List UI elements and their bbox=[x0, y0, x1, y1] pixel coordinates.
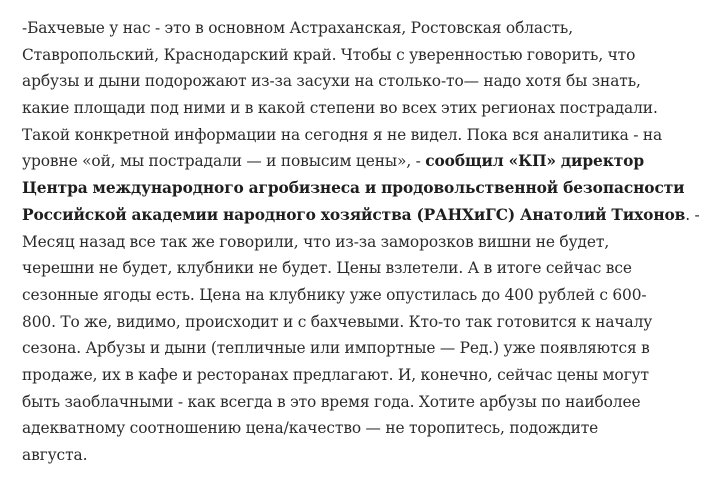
text-line bbox=[22, 15, 710, 42]
text-segment: адекватному соотношению цена/качество — не торопитесь, подождите bbox=[22, 419, 599, 438]
text-segment: сезонные ягоды есть. Цена на клубнику уже опустилась до 400 рублей с 600- bbox=[22, 285, 647, 304]
text-line bbox=[22, 95, 710, 122]
text-segment: 800. То же, видимо, происходит и с бахчевыми. Кто-то так готовится к началу bbox=[22, 312, 653, 331]
text-line bbox=[22, 148, 710, 175]
bold-text-segment: Центра международного агробизнеса и продовольственной безопасности bbox=[22, 179, 685, 198]
text-segment: быть заоблачными - как всегда в это время года. Хотите арбузы по наиболее bbox=[22, 392, 641, 411]
text-segment: августа. bbox=[22, 446, 88, 464]
bold-text-segment: сообщил «КП» директор bbox=[425, 152, 644, 171]
text-segment: уровне «ой, мы пострадали — и повысим цены», - bbox=[22, 152, 426, 171]
text-segment: -Бахчевые у нас - это в основном Астраханская, Ростовская область, bbox=[22, 19, 573, 37]
text-line bbox=[22, 202, 710, 229]
text-segment: Ставропольский, Краснодарский край. Чтобы с уверенностью говорить, что bbox=[22, 45, 636, 64]
text-segment: черешни не будет, клубники не будет. Цены взлетели. А в итоге сейчас все bbox=[22, 259, 632, 278]
text-line bbox=[22, 362, 710, 389]
text-line bbox=[22, 335, 710, 362]
text-segment: сезона. Арбузы и дыни (тепличные или импортные — Ред.) уже появляются в bbox=[22, 339, 650, 358]
article-body bbox=[22, 15, 710, 469]
text-segment: Месяц назад все так же говорили, что из-за заморозков вишни не будет, bbox=[22, 232, 610, 251]
text-line bbox=[22, 282, 710, 309]
text-line bbox=[22, 175, 710, 202]
text-line bbox=[22, 415, 710, 442]
text-line bbox=[22, 442, 710, 469]
text-segment: продаже, их в кафе и ресторанах предлагают. И, конечно, сейчас цены могут bbox=[22, 365, 649, 384]
text-line bbox=[22, 309, 710, 336]
text-segment: арбузы и дыни подорожают из-за засухи на столько-то— надо хотя бы знать, bbox=[22, 72, 641, 91]
text-line bbox=[22, 255, 710, 282]
text-line bbox=[22, 42, 710, 69]
text-line bbox=[22, 389, 710, 416]
bold-text-segment: Российской академии народного хозяйства (РАНХиГС) Анатолий Тихонов bbox=[22, 205, 686, 224]
text-line bbox=[22, 68, 710, 95]
text-segment: какие площади под ними и в какой степени во всех этих регионах пострадали. bbox=[22, 99, 658, 118]
text-line bbox=[22, 122, 710, 149]
text-segment: . - bbox=[685, 205, 700, 224]
text-line bbox=[22, 229, 710, 256]
text-segment: Такой конкретной информации на сегодня я не видел. Пока вся аналитика - на bbox=[22, 125, 663, 144]
